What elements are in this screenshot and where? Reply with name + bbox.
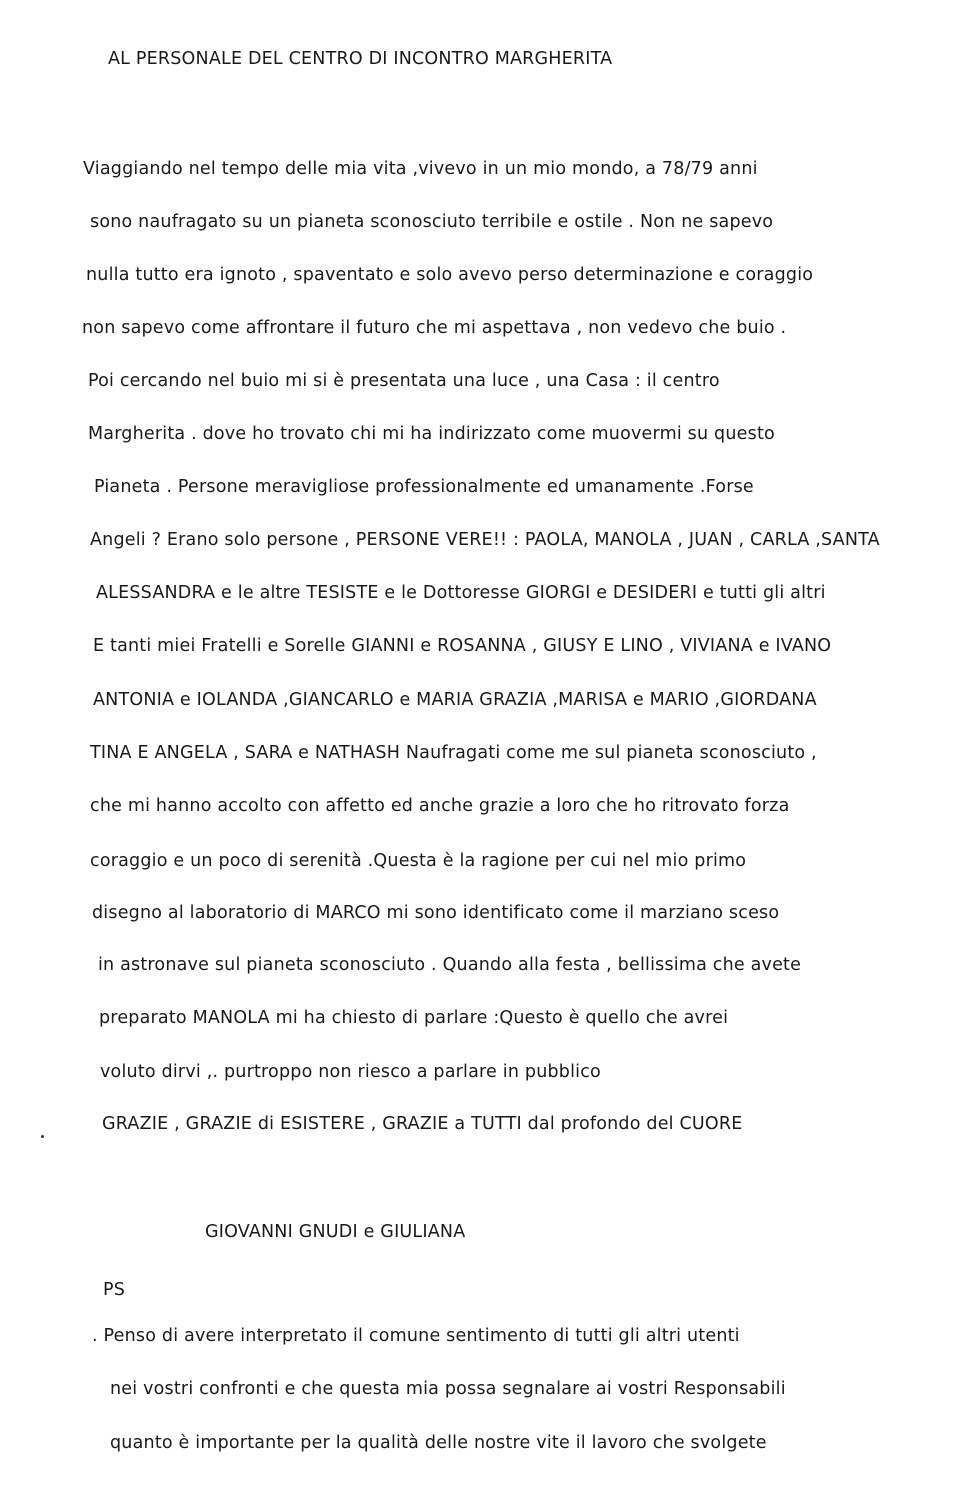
body-line-4: non sapevo come affrontare il futuro che mi aspettava , non vedevo che buio . xyxy=(82,318,787,338)
ps-label: PS xyxy=(103,1280,126,1300)
ps-line-2: nei vostri confronti e che questa mia possa segnalare ai vostri Responsabili xyxy=(110,1379,786,1399)
body-line-12: TINA E ANGELA , SARA e NATHASH Naufragati come me sul pianeta sconosciuto , xyxy=(90,743,817,763)
body-line-13: che mi hanno accolto con affetto ed anche grazie a loro che ho ritrovato forza xyxy=(90,796,790,816)
body-line-11: ANTONIA e IOLANDA ,GIANCARLO e MARIA GRAZIA ,MARISA e MARIO ,GIORDANA xyxy=(93,690,817,710)
body-line-1: Viaggiando nel tempo delle mia vita ,vivevo in un mio mondo, a 78/79 anni xyxy=(83,159,758,179)
body-line-2: sono naufragato su un pianeta sconosciuto terribile e ostile . Non ne sapevo xyxy=(90,212,774,232)
body-line-16: in astronave sul pianeta sconosciuto . Quando alla festa , bellissima che avete xyxy=(98,955,802,975)
body-line-14: coraggio e un poco di serenità .Questa è la ragione per cui nel mio primo xyxy=(90,851,747,871)
body-line-7: Pianeta . Persone meravigliose professionalmente ed umanamente .Forse xyxy=(94,477,754,497)
signature: GIOVANNI GNUDI e GIULIANA xyxy=(205,1222,466,1242)
body-line-15: disegno al laboratorio di MARCO mi sono identificato come il marziano sceso xyxy=(92,903,780,923)
ps-line-1: . Penso di avere interpretato il comune sentimento di tutti gli altri utenti xyxy=(92,1326,740,1346)
ps-line-3: quanto è importante per la qualità delle nostre vite il lavoro che svolgete xyxy=(110,1433,767,1453)
body-line-5: Poi cercando nel buio mi si è presentata una luce , una Casa : il centro xyxy=(88,371,720,391)
body-line-6: Margherita . dove ho trovato chi mi ha indirizzato come muovermi su questo xyxy=(88,424,775,444)
closing-thanks-line: GRAZIE , GRAZIE di ESISTERE , GRAZIE a TUTTI dal profondo del CUORE xyxy=(102,1114,743,1134)
body-line-17: preparato MANOLA mi ha chiesto di parlare :Questo è quello che avrei xyxy=(99,1008,729,1028)
scan-speck xyxy=(41,1135,44,1138)
letter-heading: AL PERSONALE DEL CENTRO DI INCONTRO MARGHERITA xyxy=(108,49,613,69)
body-line-10: E tanti miei Fratelli e Sorelle GIANNI e ROSANNA , GIUSY E LINO , VIVIANA e IVANO xyxy=(93,636,832,656)
body-line-18: voluto dirvi ,. purtroppo non riesco a parlare in pubblico xyxy=(100,1062,601,1082)
body-line-3: nulla tutto era ignoto , spaventato e solo avevo perso determinazione e coraggio xyxy=(86,265,814,285)
body-line-8: Angeli ? Erano solo persone , PERSONE VERE!! : PAOLA, MANOLA , JUAN , CARLA ,SANTA xyxy=(90,530,880,550)
body-line-9: ALESSANDRA e le altre TESISTE e le Dottoresse GIORGI e DESIDERI e tutti gli altri xyxy=(96,583,826,603)
